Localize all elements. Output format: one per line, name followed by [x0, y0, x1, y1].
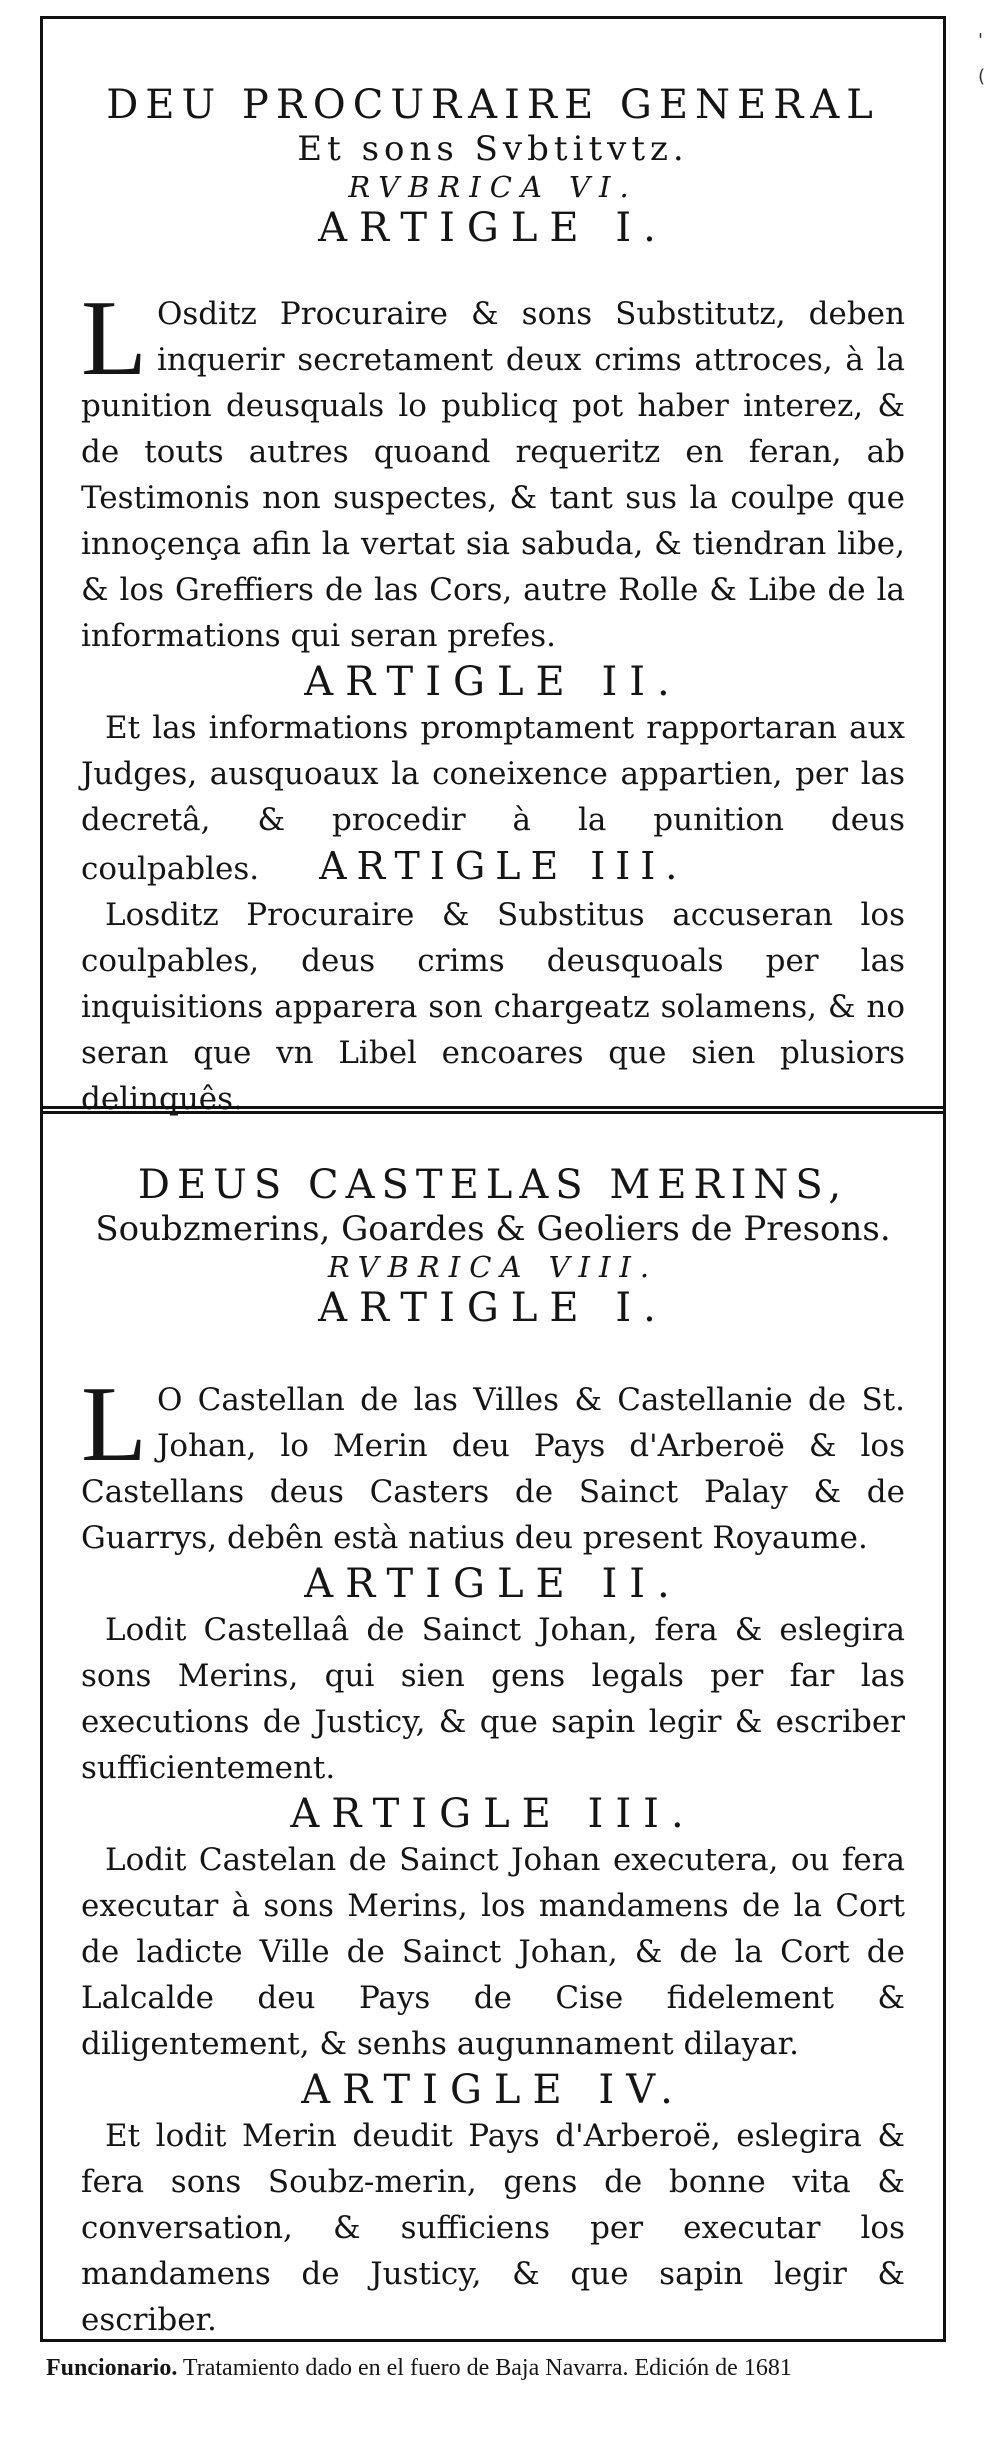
article-4-text: Et lodit Merin deudit Pays d'Arberoë, eslegira & fera sons Soubz-merin, gens de bonne vita & conversation, & sufficiens per executar los mandamens de Justicy, & que sapin legir & escriber. [81, 2118, 905, 2338]
article-1-text: L Osditz Procuraire & sons Substitutz, deben inquerir secretament deux crims attroces, à la punition deusquals lo publicq pot haber interez, & de touts autres quoand requeritz en feran, ab Testimonis non suspectes, & tant sus la coulpe que innoçença afin la vertat sia sabuda, & tiendran libe, & los Greffiers de las Cors, autre Rolle & Libe de la informations qui seran prefes. [81, 279, 905, 654]
figure-caption [46, 2354, 946, 2382]
section-title: DEUS CASTELAS MERINS, [137, 1162, 849, 1208]
caption-label: Funcionario. [46, 2355, 178, 2381]
section-subtitle: Soubzmerins, Goardes & Geoliers de Presons. [95, 1209, 891, 1249]
margin-mark: ' [978, 30, 983, 51]
article-3-text: Losditz Procuraire & Substitus accuseran los coulpables, deus crims deusquoals per las inquisitions apparera son chargeatz solamens, & no seran que vn Libel encoares que sien plusiors delinquês. [81, 897, 905, 1117]
caption-text: Tratamiento dado en el fuero de Baja Navarra. Edición de 1681 [177, 2355, 792, 2381]
section-subtitle: Et sons Svbtitvtz. [297, 129, 689, 169]
article-1-text: L O Castellan de las Villes & Castellanie de St. Johan, lo Merin deu Pays d'Arberoë & los Castellans deus Casters de Sainct Palay & de Guarrys, debên està natius deu present Royaume. [81, 1365, 905, 1556]
rubrica-label: RVBRICA VIII. [327, 1250, 659, 1284]
article-3-text: Lodit Castelan de Sainct Johan executera, ou fera executar à sons Merins, los mandamens de la Cort de ladicte Ville de Sainct Johan, & de la Cort de Lalcalde deu Pays de Cise fidelement & diligentement, & senhs augunnament dilayar. [81, 1842, 905, 2062]
article-3-heading: ARTIGLE III. [319, 844, 688, 888]
article-3-heading: ARTIGLE III. [290, 1791, 696, 1837]
article-2-heading: ARTIGLE II. [304, 659, 682, 705]
article-1-heading: ARTIGLE I. [318, 205, 668, 251]
rubrica-label: RVBRICA VI. [348, 170, 638, 204]
drop-cap: L [81, 279, 147, 398]
margin-mark: ( [978, 66, 986, 87]
article-4-heading: ARTIGLE IV. [301, 2067, 685, 2113]
article-2-heading: ARTIGLE II. [304, 1561, 682, 1607]
article-2-text: Lodit Castellaâ de Sainct Johan, fera & eslegira sons Merins, qui sien gens legals per far las executions de Justicy, & que sapin legir & escriber sufficientement. [81, 1612, 905, 1786]
article-1-heading: ARTIGLE I. [318, 1285, 668, 1331]
drop-cap: L [81, 1365, 147, 1484]
procuraire-general-section [40, 16, 946, 1117]
castelas-merins-section [40, 1106, 946, 2342]
section-title: DEU PROCURAIRE GENERAL [106, 82, 880, 128]
article-2-text: Et las informations promptament rapportaran aux Judges, ausquoaux la coneixence appartien, per las decretâ, & procedir à la punition deus coulpables. ARTIGLE III. [81, 710, 905, 888]
